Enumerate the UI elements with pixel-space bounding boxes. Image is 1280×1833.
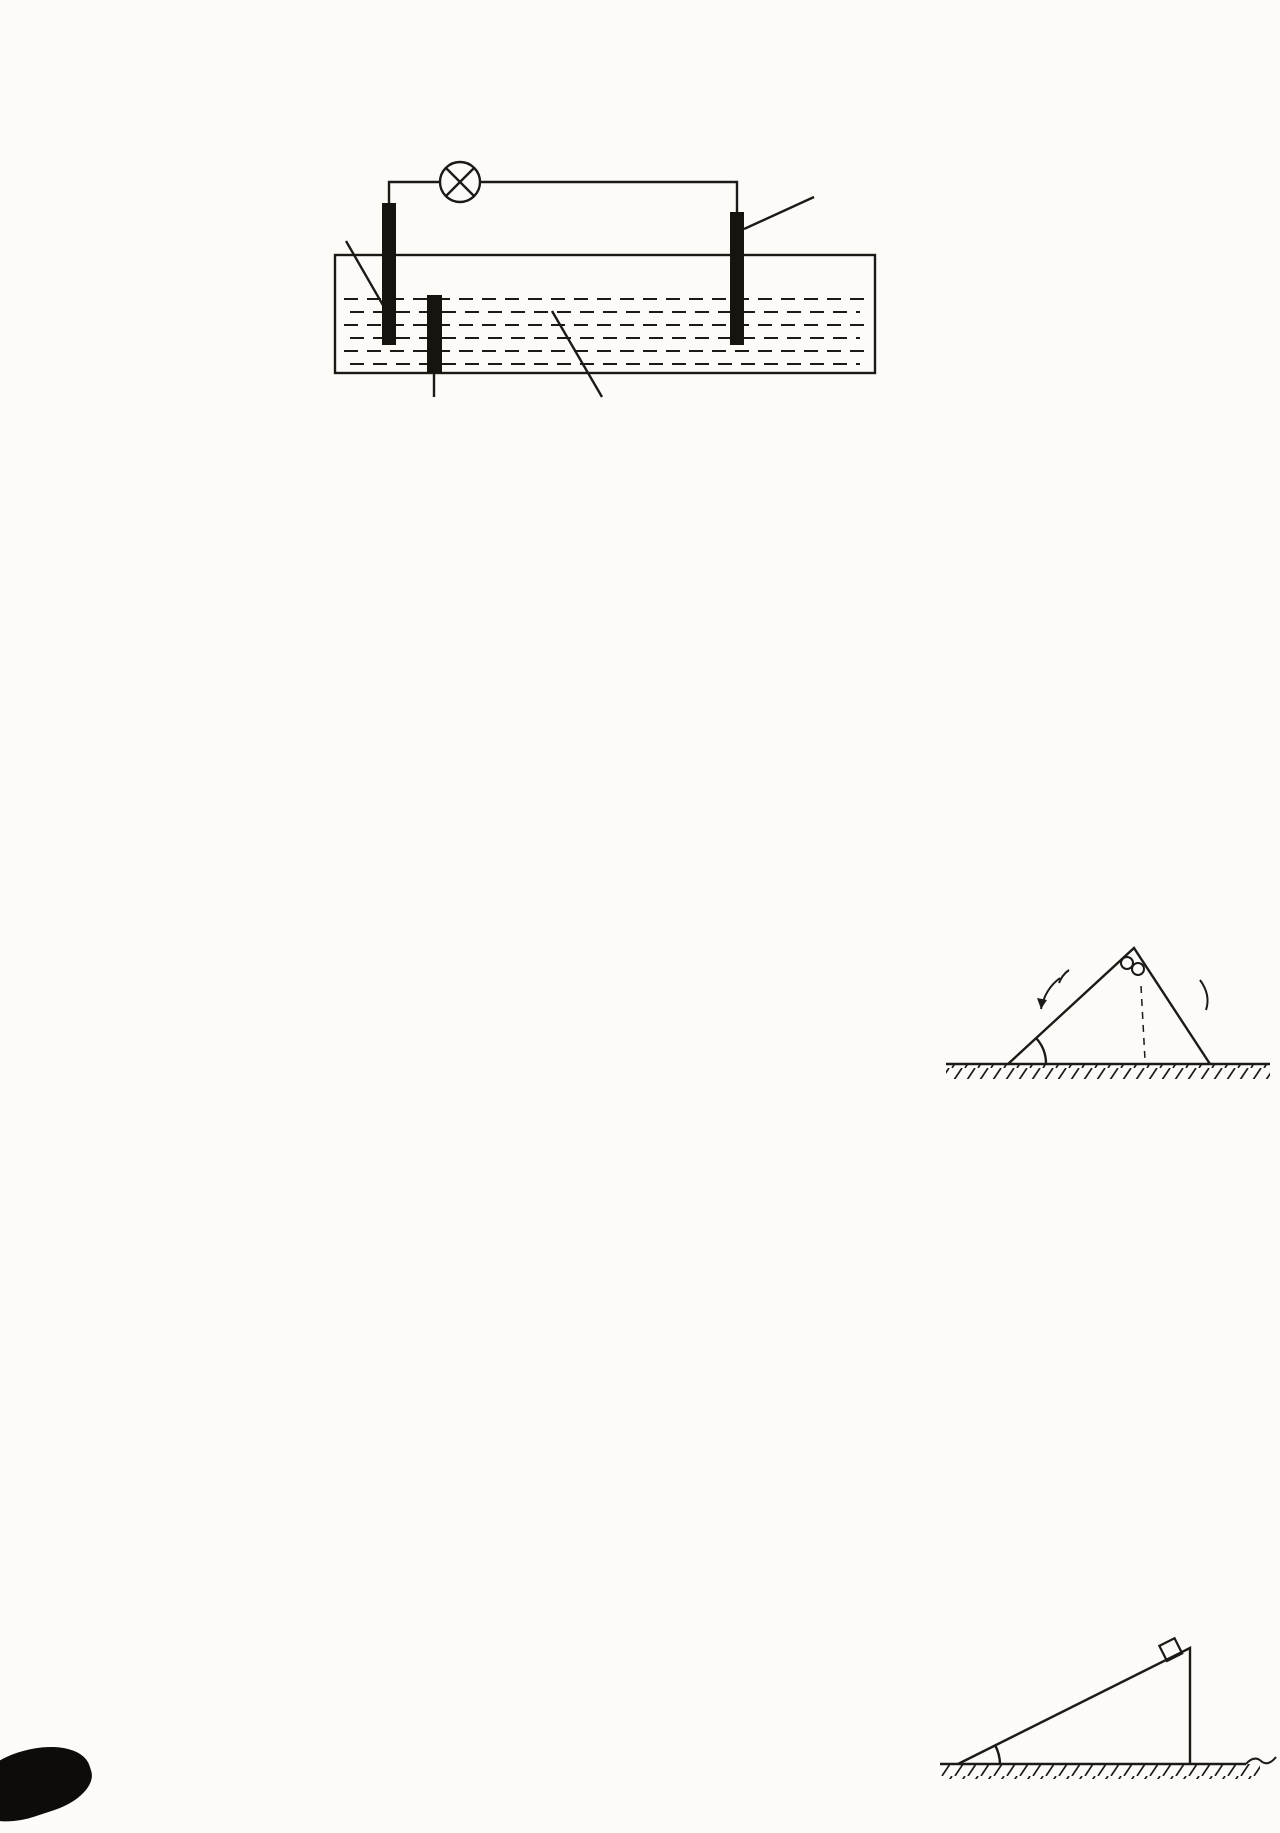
scan-artifact-blob: [0, 1733, 99, 1833]
ground-hatching: [940, 1764, 1260, 1779]
theta-angle-arc: [995, 1745, 1000, 1764]
triangle-slopes: [1008, 948, 1210, 1064]
wire-right: [480, 182, 737, 212]
incline-triangle-diagram: [938, 918, 1278, 1086]
watermark-line2: [87, 150, 101, 153]
watermark-line2: [203, 976, 217, 980]
arrowhead: [1037, 998, 1047, 1009]
ball-on-ac: [1132, 963, 1144, 975]
watermark: [420, 1628, 421, 1632]
cathode-electrode: [730, 212, 744, 345]
watermark: [100, 146, 101, 150]
cation-exchange-membrane: [427, 295, 442, 373]
angle-arc: [1036, 1038, 1046, 1064]
altitude-dashed-line: [1141, 986, 1145, 1060]
watermark-line2: [407, 1632, 421, 1635]
battery-cell-diagram: [300, 155, 940, 405]
electrolyte-liquid: [344, 299, 866, 364]
incline-block-diagram: [928, 1626, 1280, 1802]
watermark: [215, 972, 216, 976]
anode-leader-line: [346, 241, 384, 307]
cathode-leader-line: [744, 197, 814, 229]
ball-on-ab: [1121, 957, 1133, 969]
watermark: [545, 605, 546, 609]
wire-left: [389, 182, 440, 205]
incline-surface: [958, 1648, 1190, 1764]
electrolyte-leader-line: [552, 311, 602, 397]
ground-hatching: [946, 1064, 1270, 1079]
bulb-icon: [440, 162, 480, 202]
anode-electrode: [382, 203, 396, 345]
watermark: [110, 1402, 111, 1406]
cell-container: [335, 255, 875, 373]
watermark-line2: [97, 1406, 111, 1409]
watermark: [585, 1162, 586, 1166]
motion-arrow-ab-tick: [1059, 970, 1069, 983]
watermark-line2: [573, 1166, 587, 1170]
watermark-line2: [533, 609, 546, 613]
motion-arc-ac: [1200, 980, 1208, 1010]
ground-wavy-end: [1246, 1757, 1276, 1764]
